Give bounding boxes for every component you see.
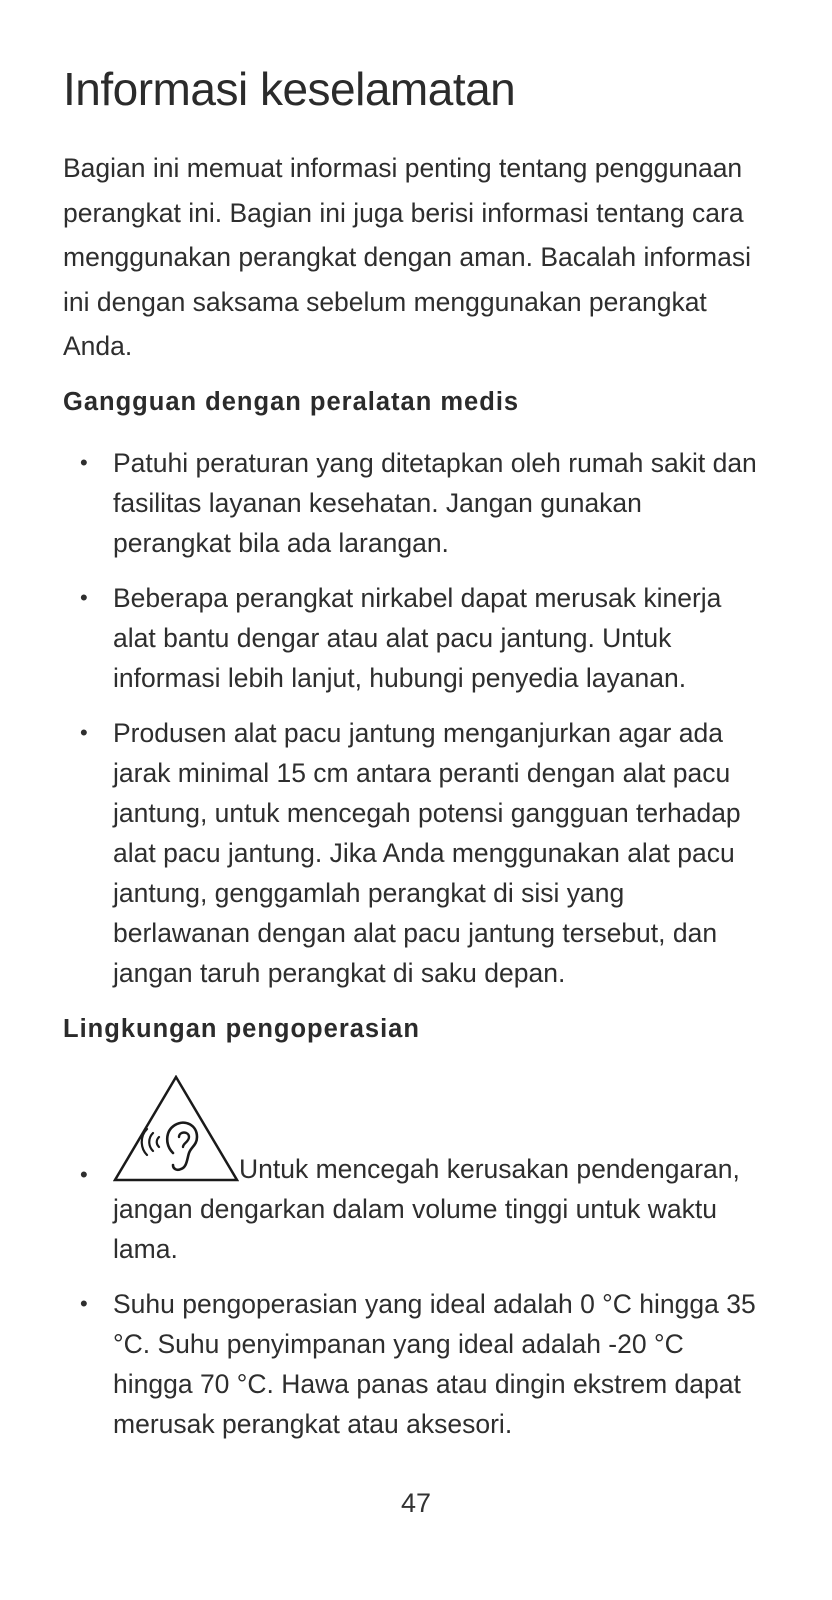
bullet: • [80, 1162, 88, 1187]
page-title: Informasi keselamatan [63, 63, 516, 115]
list-item: • Untuk mencegah kerusakan pendengaran, jangan dengarkan dalam volume tinggi untuk waktu lama. [63, 1075, 763, 1269]
list-item: • Patuhi peraturan yang ditetapkan oleh rumah sakit dan fasilitas layanan kesehatan. Jangan gunakan perangkat bila ada larangan. [63, 443, 763, 563]
bullet: • [80, 1291, 88, 1316]
list-item: • Suhu pengoperasian yang ideal adalah 0 °C hingga 35 °C. Suhu penyimpanan yang ideal adalah -20 °C hingga 70 °C. Hawa panas atau dingin ekstrem dapat merusak perangkat atau aksesori. [63, 1284, 763, 1444]
section-heading-environment: Lingkungan pengoperasian [63, 1015, 420, 1043]
page-number: 47 [400, 1488, 432, 1518]
bullet: • [80, 450, 88, 475]
bullet: • [80, 585, 88, 610]
bullet: • [80, 720, 88, 745]
environment-list [63, 1075, 763, 1444]
section-heading-medical: Gangguan dengan peralatan medis [63, 388, 520, 416]
medical-list [63, 443, 763, 993]
hearing-warning-icon [113, 1075, 239, 1185]
list-item: • Produsen alat pacu jantung menganjurkan agar ada jarak minimal 15 cm antara peranti dengan alat pacu jantung, untuk mencegah potensi gangguan terhadap alat pacu jantung. Jika Anda menggunakan alat pacu jantung, genggamlah perangkat di sisi yang berlawanan dengan alat pacu jantung tersebut, dan jangan taruh perangkat di saku depan. [63, 713, 763, 993]
intro-paragraph: Bagian ini memuat informasi penting tentang penggunaan perangkat ini. Bagian ini juga berisi informasi tentang cara menggunakan perangkat dengan aman. Bacalah informasi ini dengan saksama sebelum menggunakan perangkat Anda. [63, 153, 751, 361]
list-item: • Beberapa perangkat nirkabel dapat merusak kinerja alat bantu dengar atau alat pacu jantung. Untuk informasi lebih lanjut, hubungi penyedia layanan. [63, 578, 763, 698]
